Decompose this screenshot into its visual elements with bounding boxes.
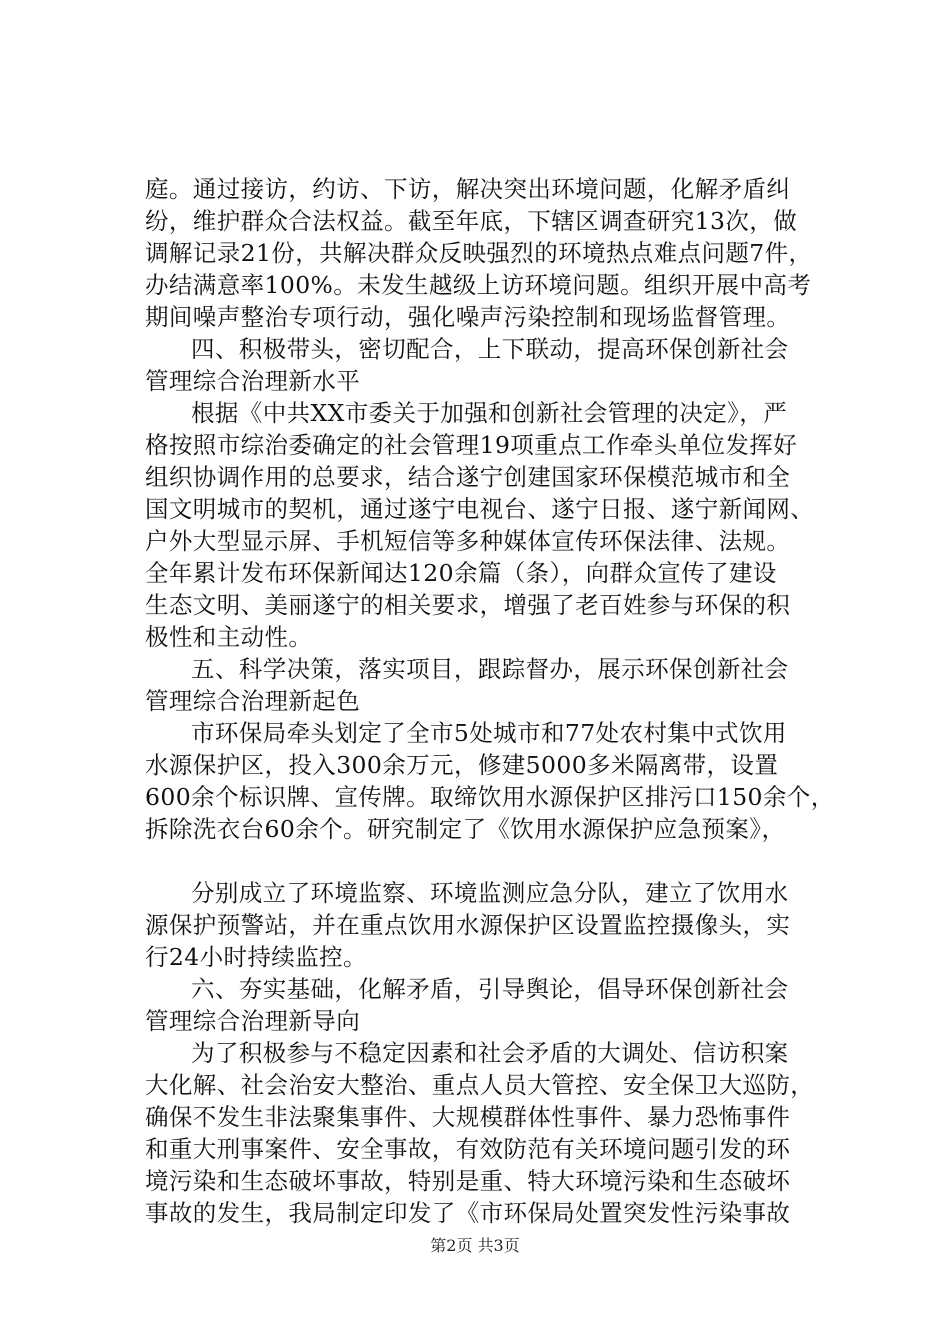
page-footer: 第2页 共3页 (430, 1236, 520, 1255)
body-text-line: 市环保局牵头划定了全市5处城市和77处农村集中式饮用 (191, 719, 787, 747)
body-text-line: 事故的发生，我局制定印发了《市环保局处置突发性污染事故 (145, 1199, 791, 1227)
body-text-line: 大化解、社会治安大整治、重点人员大管控、安全保卫大巡防， (145, 1071, 815, 1099)
body-text-line: 庭。通过接访，约访、下访，解决突出环境问题，化解矛盾纠 (145, 175, 791, 203)
body-text-line: 国文明城市的契机，通过遂宁电视台、遂宁日报、遂宁新闻网、 (145, 495, 815, 523)
section-heading-line: 六、夯实基础，化解矛盾，引导舆论，倡导环保创新社会 (191, 975, 789, 1003)
body-text-line: 组织协调作用的总要求，结合遂宁创建国家环保模范城市和全 (145, 463, 791, 491)
body-text-line: 根据《中共XX市委关于加强和创新社会管理的决定》，严 (191, 399, 788, 427)
body-text-line: 生态文明、美丽遂宁的相关要求，增强了老百姓参与环保的积 (145, 591, 791, 619)
body-text-line: 确保不发生非法聚集事件、大规模群体性事件、暴力恐怖事件 (145, 1103, 791, 1131)
body-text-line: 源保护预警站，并在重点饮用水源保护区设置监控摄像头，实 (145, 911, 791, 939)
body-text-line: 户外大型显示屏、手机短信等多种媒体宣传环保法律、法规。 (145, 527, 791, 555)
body-text-line: 格按照市综治委确定的社会管理19项重点工作牵头单位发挥好 (145, 431, 798, 459)
section-heading-line: 管理综合治理新导向 (145, 1007, 361, 1035)
body-text-line: 办结满意率100%。未发生越级上访环境问题。组织开展中高考 (145, 271, 812, 299)
section-heading-line: 管理综合治理新起色 (145, 687, 361, 715)
body-text-line: 和重大刑事案件、安全事故，有效防范有关环境问题引发的环 (145, 1135, 791, 1163)
body-text-line: 纷，维护群众合法权益。截至年底，下辖区调查研究13次，做 (145, 207, 798, 235)
body-text-line: 拆除洗衣台60余个。研究制定了《饮用水源保护应急预案》， (145, 815, 786, 843)
body-text-line: 为了积极参与不稳定因素和社会矛盾的大调处、信访积案 (191, 1039, 789, 1067)
section-heading-line: 五、科学决策，落实项目，跟踪督办，展示环保创新社会 (191, 655, 789, 683)
section-heading-line: 管理综合治理新水平 (145, 367, 361, 395)
section-heading-line: 四、积极带头，密切配合，上下联动，提高环保创新社会 (191, 335, 789, 363)
body-text-line: 行24小时持续监控。 (145, 943, 367, 971)
body-text-line: 期间噪声整治专项行动，强化噪声污染控制和现场监督管理。 (145, 303, 791, 331)
body-text-line: 600余个标识牌、宣传牌。取缔饮用水源保护区排污口150余个， (145, 783, 835, 811)
body-text-line: 境污染和生态破坏事故，特别是重、特大环境污染和生态破坏 (145, 1167, 791, 1195)
body-text-line: 分别成立了环境监察、环境监测应急分队，建立了饮用水 (191, 879, 789, 907)
body-text-line: 极性和主动性。 (145, 623, 313, 651)
body-text-line: 调解记录21份，共解决群众反映强烈的环境热点难点问题7件， (145, 239, 813, 267)
body-text-line: 水源保护区，投入300余万元，修建5000多米隔离带，设置 (145, 751, 779, 779)
body-text-line: 全年累计发布环保新闻达120余篇（条），向群众宣传了建设 (145, 559, 777, 587)
